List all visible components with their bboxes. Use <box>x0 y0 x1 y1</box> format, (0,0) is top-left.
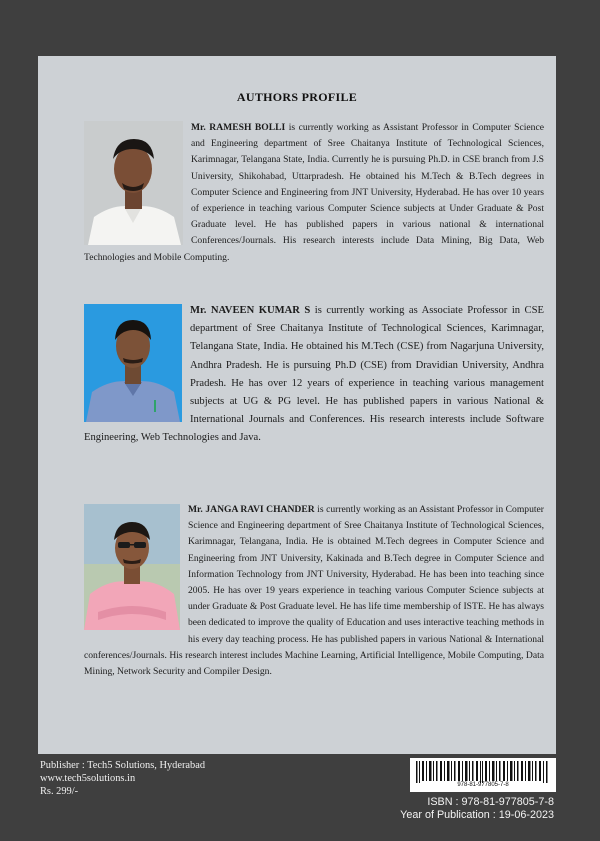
isbn-barcode <box>410 758 556 792</box>
isbn-info <box>400 796 554 822</box>
publisher-name: Publisher : Tech5 Solutions, Hyderabad <box>40 760 206 771</box>
author-name-1: Mr. RAMESH BOLLI <box>191 122 286 133</box>
author-photo-3 <box>84 504 180 630</box>
publisher-website: www.tech5solutions.in <box>40 773 136 784</box>
author-profile-2 <box>84 302 544 448</box>
author-name-3: Mr. JANGA RAVI CHANDER <box>188 504 315 515</box>
publisher-info <box>40 759 205 798</box>
author-photo-2 <box>84 304 182 422</box>
barcode-bars <box>416 761 550 783</box>
author-profile-3 <box>84 502 544 680</box>
publication-year: Year of Publication : 19-06-2023 <box>400 809 554 821</box>
page-title: AUTHORS PROFILE <box>236 90 358 104</box>
author-profile-1 <box>84 120 544 266</box>
author-name-2: Mr. NAVEEN KUMAR S <box>190 305 311 316</box>
author-bio-2: is currently working as Associate Professor in CSE department of Sree Chaitanya Institute of Technological Sciences, Karimnagar, Telangana State, India. He obtained his M.Tech (CSE) from Nagarjuna University, Andhra Pradesh. He is pursuing Ph.D (CSE) from Dravidian University, Andhra Pradesh. He has over 12 years of experience in teaching various management subjects at UG & PG level. He has published papers in various National & International Journals and Conferences. His research interests include Software Engineering, Web Technologies and Java. <box>84 305 544 444</box>
barcode-number: 978-81-977805-7-8 <box>457 782 509 788</box>
author-bio-1: is currently working as Assistant Professor in Computer Science and Engineering department of Sree Chaitanya Institute of Technological Sciences, Karimnagar, Telangana State, India. Currently he is pursuing Ph.D. in CSE branch from J.S University, Shikohabad, Uttarpradesh. He obtained his M.Tech & B.Tech degrees in Computer Science and Engineering from JNT University, Hyderabad. He has over 10 years of experience in teaching various Computer Science subjects at Under Graduate & Post Graduate level. He has published papers in various national & international Conferences/Journals. His research interests include Data Mining, Big Data, Web Technologies and Mobile Computing. <box>84 122 544 263</box>
author-bio-3: is currently working as an Assistant Professor in Computer Science and Engineering department of Sree Chaitanya Institute of Technological Sciences, Karimnagar, Telangana, India. He is obtained M.Tech degrees in Computer Science and Engineering from JNT University, Kakinada and B.Tech degree in Computer Science and Information Technology from JNT University, Hyderabad. He has been into teaching since 2005. He has over 19 years experience in teaching various Computer Science subjects at under Graduate & Post Graduate level. He has life time membership of ISTE. He has always been dedicated to improve the quality of Education and uses interactive teaching methods in his every day teaching process. He has published papers in various National & International conferences/Journals. His research interest includes Machine Learning, Artificial Intelligence, Mobile Computing, Data Mining, Network Security and Compiler Design. <box>84 504 544 678</box>
isbn-number: ISBN : 978-81-977805-7-8 <box>427 796 554 808</box>
author-photo-1 <box>84 121 183 245</box>
authors-profile-panel <box>38 56 556 754</box>
price: Rs. 299/- <box>40 786 79 797</box>
